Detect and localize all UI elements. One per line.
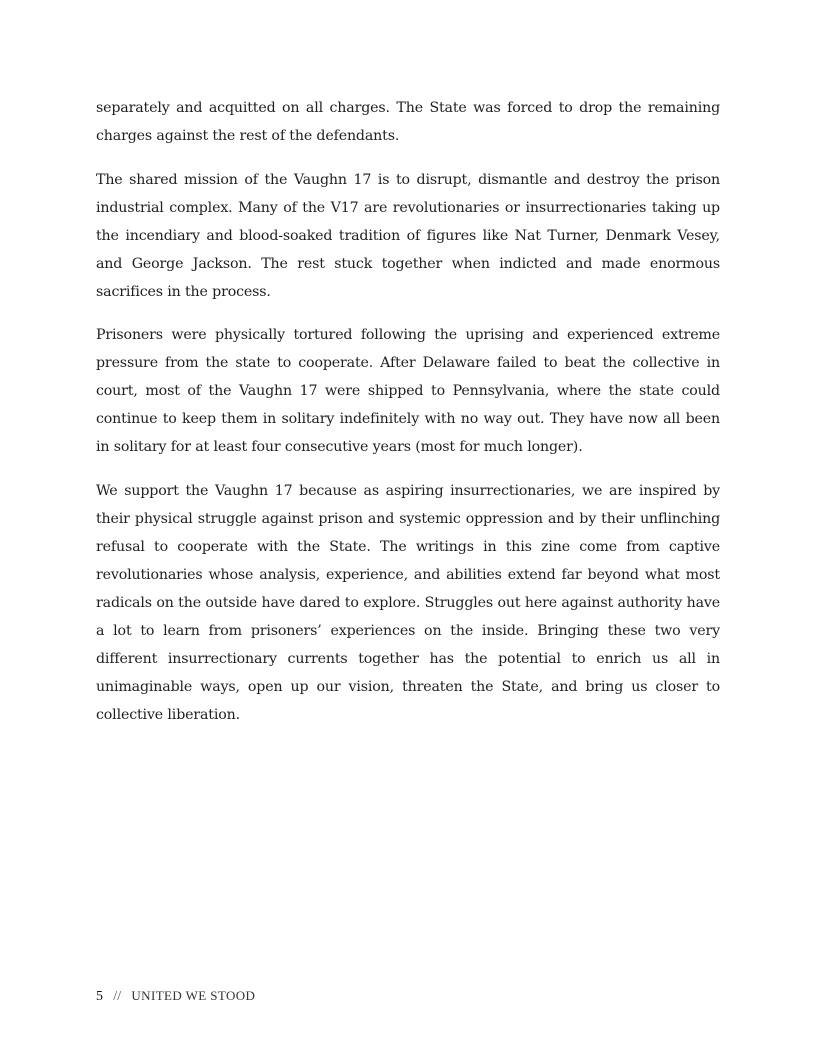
body-text [96, 94, 720, 744]
running-title: UNITED WE STOOD [131, 988, 256, 1003]
paragraph: separately and acquitted on all charges. The State was forced to drop the remaining charges against the rest of the defendants. [96, 100, 720, 144]
footer-separator: // [113, 989, 122, 1004]
page-number: 5 [96, 989, 104, 1004]
paragraph: Prisoners were physically tortured following the uprising and experienced extreme pressure from the state to cooperate. After Delaware failed to beat the collective in court, most of the Vaughn 17 were shipped to Pennsylvania, where the state could continue to keep them in solitary indefinitely with no way out. They have now all been in solitary for at least four consecutive years (most for much longer). [96, 327, 720, 455]
paragraph: We support the Vaughn 17 because as aspiring insurrectionaries, we are inspired by their physical struggle against prison and systemic oppression and by their unflinching refusal to cooperate with the State. The writings in this zine come from captive revolutionaries whose analysis, experience, and abilities extend far beyond what most radicals on the outside have dared to explore. Struggles out here against authority have a lot to learn from prisoners’ experiences on the inside. Bringing these two very different insurrectionary currents together has the potential to enrich us all in unimaginable ways, open up our vision, threaten the State, and bring us closer to collective liberation. [96, 482, 720, 723]
page-footer [96, 988, 255, 1005]
paragraph: The shared mission of the Vaughn 17 is to disrupt, dismantle and destroy the prison industrial complex. Many of the V17 are revolutionaries or insurrectionaries taking up the incendiary and blood-soaked tradition of figures like Nat Turner, Denmark Vesey, and George Jackson. The rest stuck together when indicted and made enormous sacrifices in the process. [96, 171, 720, 300]
